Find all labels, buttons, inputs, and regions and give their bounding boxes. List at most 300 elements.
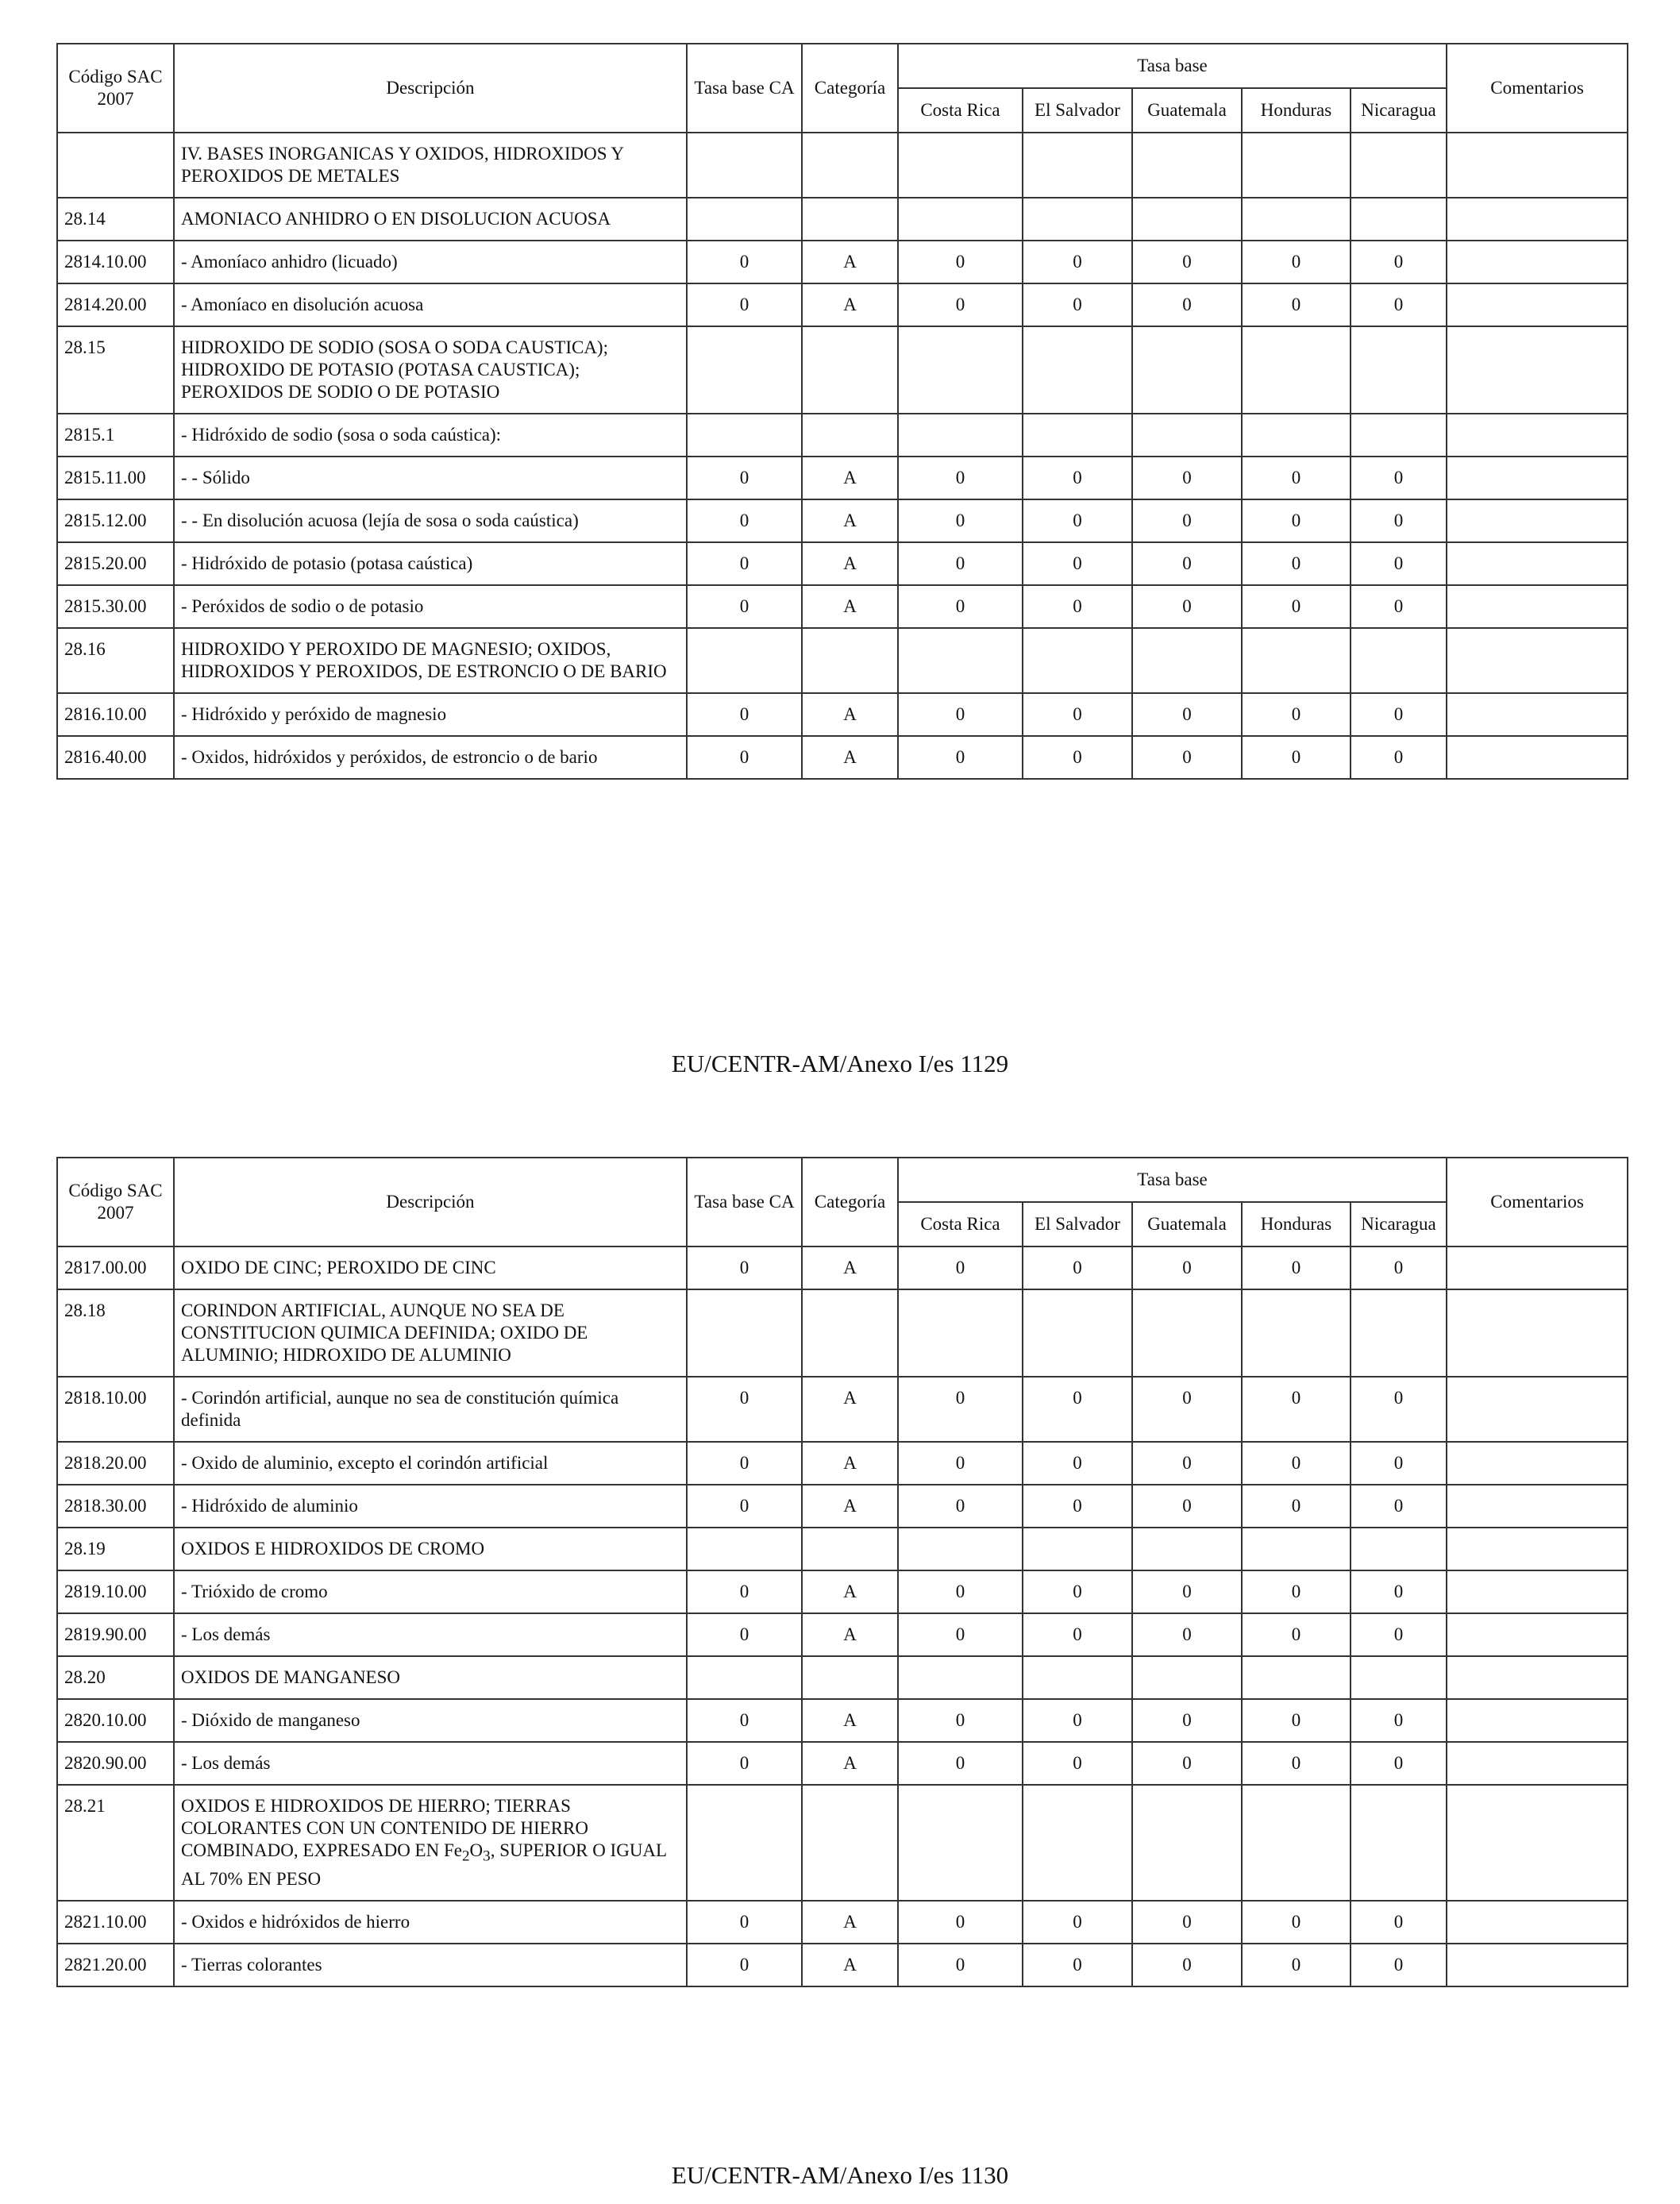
cell-code: 2821.10.00 [57,1901,174,1944]
cell-comentarios [1447,1699,1628,1742]
cell-honduras: 0 [1242,1742,1351,1785]
cell-honduras: 0 [1242,241,1351,283]
cell-nicaragua: 0 [1351,1699,1447,1742]
cell-costa-rica [898,326,1023,414]
cell-honduras: 0 [1242,585,1351,628]
cell-costa-rica: 0 [898,693,1023,736]
cell-honduras: 0 [1242,1485,1351,1528]
cell-code: 2816.10.00 [57,693,174,736]
header-country: Nicaragua [1351,1202,1447,1246]
cell-description: - Los demás [174,1742,687,1785]
cell-costa-rica: 0 [898,241,1023,283]
cell-honduras: 0 [1242,283,1351,326]
page-footer: EU/CENTR-AM/Anexo I/es 1130 [671,2161,1009,2189]
cell-el-salvador [1023,133,1132,198]
cell-code [57,133,174,198]
header-descripcion: Descripción [174,1158,687,1246]
cell-guatemala [1132,133,1242,198]
tariff-table [56,43,1628,780]
table-row [57,628,1628,693]
cell-guatemala [1132,1656,1242,1699]
table-row [57,283,1628,326]
header-country: El Salvador [1023,1202,1132,1246]
cell-tasa-ca [687,1656,802,1699]
cell-costa-rica [898,133,1023,198]
cell-honduras [1242,198,1351,241]
cell-categoria: A [802,1246,898,1289]
table-header [57,44,1628,133]
cell-guatemala: 0 [1132,693,1242,736]
cell-comentarios [1447,241,1628,283]
cell-categoria: A [802,1613,898,1656]
cell-honduras: 0 [1242,693,1351,736]
cell-code: 2814.20.00 [57,283,174,326]
cell-el-salvador: 0 [1023,693,1132,736]
cell-costa-rica: 0 [898,1742,1023,1785]
cell-guatemala: 0 [1132,499,1242,542]
cell-code: 28.14 [57,198,174,241]
header-country: Guatemala [1132,1202,1242,1246]
cell-code: 2818.10.00 [57,1377,174,1442]
cell-honduras [1242,628,1351,693]
cell-nicaragua: 0 [1351,1442,1447,1485]
cell-categoria: A [802,1377,898,1442]
cell-nicaragua [1351,1785,1447,1901]
header-country: Guatemala [1132,88,1242,133]
cell-tasa-ca: 0 [687,1570,802,1613]
cell-el-salvador [1023,198,1132,241]
cell-code: 2819.10.00 [57,1570,174,1613]
cell-nicaragua [1351,1528,1447,1570]
cell-description: - - En disolución acuosa (lejía de sosa o soda caústica) [174,499,687,542]
cell-tasa-ca [687,1289,802,1377]
tariff-table [56,1157,1628,1987]
cell-description: - Hidróxido de potasio (potasa caústica) [174,542,687,585]
table-row [57,241,1628,283]
header-country: El Salvador [1023,88,1132,133]
cell-description: - Hidróxido de aluminio [174,1485,687,1528]
header-comentarios: Comentarios [1447,44,1628,133]
cell-costa-rica: 0 [898,283,1023,326]
cell-categoria: A [802,283,898,326]
header-country: Honduras [1242,1202,1351,1246]
cell-comentarios [1447,585,1628,628]
cell-categoria: A [802,736,898,779]
cell-honduras: 0 [1242,1699,1351,1742]
cell-el-salvador [1023,1528,1132,1570]
table-row [57,1570,1628,1613]
cell-categoria: A [802,1570,898,1613]
cell-comentarios [1447,1785,1628,1901]
header-tasa-ca: Tasa base CA [687,1158,802,1246]
cell-el-salvador: 0 [1023,1742,1132,1785]
cell-categoria [802,628,898,693]
cell-guatemala: 0 [1132,1442,1242,1485]
table-row [57,1528,1628,1570]
cell-el-salvador: 0 [1023,1377,1132,1442]
cell-nicaragua [1351,414,1447,457]
cell-guatemala: 0 [1132,1742,1242,1785]
cell-nicaragua: 0 [1351,585,1447,628]
cell-code: 2814.10.00 [57,241,174,283]
cell-description: AMONIACO ANHIDRO O EN DISOLUCION ACUOSA [174,198,687,241]
page-footer: EU/CENTR-AM/Anexo I/es 1129 [671,1050,1009,1077]
cell-guatemala: 0 [1132,1944,1242,1986]
cell-nicaragua: 0 [1351,1901,1447,1944]
header-codigo: Código SAC 2007 [57,1158,174,1246]
cell-costa-rica: 0 [898,499,1023,542]
cell-el-salvador: 0 [1023,1613,1132,1656]
cell-categoria [802,1785,898,1901]
cell-guatemala: 0 [1132,1613,1242,1656]
table-header [57,1158,1628,1246]
cell-el-salvador: 0 [1023,241,1132,283]
cell-nicaragua: 0 [1351,542,1447,585]
cell-comentarios [1447,1289,1628,1377]
cell-honduras: 0 [1242,1377,1351,1442]
table-row [57,1485,1628,1528]
cell-description: - Amoníaco anhidro (licuado) [174,241,687,283]
cell-costa-rica [898,414,1023,457]
table-row [57,1699,1628,1742]
table-row [57,198,1628,241]
cell-comentarios [1447,1742,1628,1785]
table-row [57,1901,1628,1944]
cell-code: 2815.1 [57,414,174,457]
cell-code: 28.16 [57,628,174,693]
cell-guatemala [1132,1289,1242,1377]
cell-nicaragua [1351,198,1447,241]
cell-comentarios [1447,326,1628,414]
cell-tasa-ca: 0 [687,1485,802,1528]
cell-nicaragua: 0 [1351,1377,1447,1442]
cell-tasa-ca [687,326,802,414]
cell-guatemala: 0 [1132,1485,1242,1528]
cell-honduras [1242,414,1351,457]
cell-nicaragua: 0 [1351,1613,1447,1656]
cell-categoria: A [802,1742,898,1785]
cell-code: 2815.30.00 [57,585,174,628]
cell-categoria: A [802,1944,898,1986]
cell-comentarios [1447,1656,1628,1699]
cell-description: OXIDOS E HIDROXIDOS DE HIERRO; TIERRAS COLORANTES CON UN CONTENIDO DE HIERRO COMBINADO, EXPRESADO EN $Fe_2O_3$, SUPERIOR O IGUAL AL 70% EN PESO [174,1785,687,1901]
cell-comentarios [1447,1528,1628,1570]
cell-costa-rica: 0 [898,542,1023,585]
cell-tasa-ca [687,1785,802,1901]
table-row [57,133,1628,198]
cell-costa-rica: 0 [898,1377,1023,1442]
cell-guatemala: 0 [1132,283,1242,326]
cell-comentarios [1447,1377,1628,1442]
cell-guatemala [1132,1528,1242,1570]
cell-honduras [1242,326,1351,414]
cell-nicaragua: 0 [1351,693,1447,736]
cell-nicaragua: 0 [1351,736,1447,779]
cell-categoria: A [802,585,898,628]
cell-costa-rica: 0 [898,457,1023,499]
cell-code: 2815.20.00 [57,542,174,585]
cell-el-salvador: 0 [1023,1944,1132,1986]
cell-nicaragua [1351,133,1447,198]
table-row [57,326,1628,414]
cell-description: - Oxidos e hidróxidos de hierro [174,1901,687,1944]
cell-nicaragua [1351,628,1447,693]
header-descripcion: Descripción [174,44,687,133]
cell-categoria [802,1656,898,1699]
cell-tasa-ca: 0 [687,542,802,585]
cell-code: 28.21 [57,1785,174,1901]
cell-guatemala: 0 [1132,1570,1242,1613]
cell-el-salvador: 0 [1023,1901,1132,1944]
cell-honduras: 0 [1242,542,1351,585]
cell-code: 2816.40.00 [57,736,174,779]
cell-comentarios [1447,499,1628,542]
table-row [57,585,1628,628]
cell-honduras: 0 [1242,457,1351,499]
cell-costa-rica [898,628,1023,693]
cell-comentarios [1447,1442,1628,1485]
cell-categoria: A [802,1901,898,1944]
cell-costa-rica: 0 [898,736,1023,779]
cell-comentarios [1447,736,1628,779]
cell-guatemala: 0 [1132,457,1242,499]
cell-comentarios [1447,1944,1628,1986]
cell-guatemala: 0 [1132,241,1242,283]
cell-tasa-ca: 0 [687,1699,802,1742]
cell-categoria: A [802,499,898,542]
cell-el-salvador: 0 [1023,499,1132,542]
header-categoria: Categoría [802,1158,898,1246]
cell-categoria [802,326,898,414]
cell-description: - - Sólido [174,457,687,499]
cell-tasa-ca [687,133,802,198]
cell-comentarios [1447,283,1628,326]
cell-description: OXIDOS DE MANGANESO [174,1656,687,1699]
cell-description: - Los demás [174,1613,687,1656]
cell-el-salvador [1023,1785,1132,1901]
cell-tasa-ca: 0 [687,1742,802,1785]
cell-honduras: 0 [1242,1901,1351,1944]
cell-code: 2815.12.00 [57,499,174,542]
table-row [57,1656,1628,1699]
cell-categoria [802,198,898,241]
cell-code: 28.15 [57,326,174,414]
cell-el-salvador [1023,1656,1132,1699]
cell-costa-rica: 0 [898,585,1023,628]
cell-tasa-ca: 0 [687,1901,802,1944]
cell-categoria: A [802,542,898,585]
cell-tasa-ca: 0 [687,457,802,499]
cell-tasa-ca: 0 [687,585,802,628]
cell-honduras [1242,133,1351,198]
cell-tasa-ca: 0 [687,241,802,283]
cell-description: - Amoníaco en disolución acuosa [174,283,687,326]
cell-tasa-ca: 0 [687,1442,802,1485]
header-country: Honduras [1242,88,1351,133]
cell-comentarios [1447,457,1628,499]
cell-el-salvador [1023,414,1132,457]
cell-el-salvador: 0 [1023,457,1132,499]
cell-code: 2819.90.00 [57,1613,174,1656]
header-country: Nicaragua [1351,88,1447,133]
header-tasa-base: Tasa base [898,1158,1447,1202]
cell-honduras: 0 [1242,736,1351,779]
cell-description: - Oxidos, hidróxidos y peróxidos, de estroncio o de bario [174,736,687,779]
header-codigo: Código SAC 2007 [57,44,174,133]
cell-tasa-ca: 0 [687,736,802,779]
cell-honduras: 0 [1242,1613,1351,1656]
cell-guatemala: 0 [1132,542,1242,585]
cell-code: 2818.30.00 [57,1485,174,1528]
cell-code: 28.19 [57,1528,174,1570]
cell-guatemala: 0 [1132,1901,1242,1944]
header-categoria: Categoría [802,44,898,133]
cell-el-salvador [1023,628,1132,693]
cell-categoria: A [802,1442,898,1485]
cell-comentarios [1447,133,1628,198]
cell-guatemala [1132,628,1242,693]
cell-nicaragua [1351,1289,1447,1377]
cell-nicaragua: 0 [1351,283,1447,326]
cell-tasa-ca: 0 [687,693,802,736]
cell-honduras [1242,1528,1351,1570]
cell-el-salvador: 0 [1023,1485,1132,1528]
cell-comentarios [1447,1613,1628,1656]
cell-nicaragua [1351,1656,1447,1699]
cell-nicaragua: 0 [1351,241,1447,283]
cell-code: 2821.20.00 [57,1944,174,1986]
cell-honduras: 0 [1242,1570,1351,1613]
table-row [57,1944,1628,1986]
cell-categoria: A [802,1699,898,1742]
table-row [57,1377,1628,1442]
cell-comentarios [1447,414,1628,457]
cell-nicaragua: 0 [1351,1742,1447,1785]
table-body [57,1246,1628,1986]
cell-tasa-ca [687,414,802,457]
cell-el-salvador: 0 [1023,542,1132,585]
table-row [57,457,1628,499]
cell-honduras: 0 [1242,499,1351,542]
cell-honduras [1242,1656,1351,1699]
cell-honduras: 0 [1242,1246,1351,1289]
cell-costa-rica: 0 [898,1570,1023,1613]
table-row [57,1289,1628,1377]
cell-tasa-ca [687,1528,802,1570]
cell-el-salvador: 0 [1023,1442,1132,1485]
cell-categoria: A [802,693,898,736]
cell-el-salvador [1023,326,1132,414]
cell-description: OXIDOS E HIDROXIDOS DE CROMO [174,1528,687,1570]
cell-description: - Oxido de aluminio, excepto el corindón artificial [174,1442,687,1485]
cell-nicaragua: 0 [1351,457,1447,499]
cell-comentarios [1447,542,1628,585]
cell-code: 2820.10.00 [57,1699,174,1742]
cell-costa-rica [898,1785,1023,1901]
header-tasa-base: Tasa base [898,44,1447,88]
cell-honduras: 0 [1242,1442,1351,1485]
cell-code: 2818.20.00 [57,1442,174,1485]
cell-costa-rica: 0 [898,1246,1023,1289]
cell-guatemala: 0 [1132,736,1242,779]
table-row [57,693,1628,736]
cell-description: HIDROXIDO DE SODIO (SOSA O SODA CAUSTICA); HIDROXIDO DE POTASIO (POTASA CAUSTICA); PEROXIDOS DE SODIO O DE POTASIO [174,326,687,414]
cell-costa-rica: 0 [898,1901,1023,1944]
cell-costa-rica [898,1528,1023,1570]
cell-categoria [802,414,898,457]
cell-comentarios [1447,1901,1628,1944]
header-tasa-ca: Tasa base CA [687,44,802,133]
cell-description: - Corindón artificial, aunque no sea de constitución química definida [174,1377,687,1442]
cell-nicaragua [1351,326,1447,414]
header-country: Costa Rica [898,1202,1023,1246]
cell-guatemala: 0 [1132,585,1242,628]
cell-categoria: A [802,457,898,499]
cell-comentarios [1447,1570,1628,1613]
table-row [57,1785,1628,1901]
cell-categoria [802,1528,898,1570]
cell-el-salvador: 0 [1023,585,1132,628]
table-row [57,1442,1628,1485]
table-row [57,414,1628,457]
cell-guatemala: 0 [1132,1246,1242,1289]
cell-nicaragua: 0 [1351,1246,1447,1289]
cell-tasa-ca: 0 [687,283,802,326]
cell-description: - Dióxido de manganeso [174,1699,687,1742]
table-body [57,133,1628,779]
cell-costa-rica: 0 [898,1442,1023,1485]
cell-tasa-ca: 0 [687,1246,802,1289]
cell-tasa-ca [687,628,802,693]
cell-categoria [802,1289,898,1377]
table-row [57,1742,1628,1785]
cell-tasa-ca: 0 [687,499,802,542]
table-row [57,1246,1628,1289]
cell-el-salvador [1023,1289,1132,1377]
cell-tasa-ca: 0 [687,1613,802,1656]
cell-tasa-ca: 0 [687,1944,802,1986]
cell-honduras [1242,1289,1351,1377]
cell-comentarios [1447,693,1628,736]
header-comentarios: Comentarios [1447,1158,1628,1246]
cell-description: - Trióxido de cromo [174,1570,687,1613]
cell-el-salvador: 0 [1023,1570,1132,1613]
cell-description: IV. BASES INORGANICAS Y OXIDOS, HIDROXIDOS Y PEROXIDOS DE METALES [174,133,687,198]
cell-description: - Tierras colorantes [174,1944,687,1986]
table-row [57,1613,1628,1656]
cell-tasa-ca [687,198,802,241]
cell-description: HIDROXIDO Y PEROXIDO DE MAGNESIO; OXIDOS, HIDROXIDOS Y PEROXIDOS, DE ESTRONCIO O DE BARIO [174,628,687,693]
cell-guatemala: 0 [1132,1377,1242,1442]
cell-comentarios [1447,628,1628,693]
cell-guatemala [1132,326,1242,414]
cell-guatemala: 0 [1132,1699,1242,1742]
cell-costa-rica [898,198,1023,241]
cell-costa-rica: 0 [898,1944,1023,1986]
cell-nicaragua: 0 [1351,1944,1447,1986]
header-country: Costa Rica [898,88,1023,133]
cell-comentarios [1447,1246,1628,1289]
cell-nicaragua: 0 [1351,1570,1447,1613]
cell-categoria: A [802,1485,898,1528]
cell-el-salvador: 0 [1023,1699,1132,1742]
cell-code: 2815.11.00 [57,457,174,499]
cell-description: OXIDO DE CINC; PEROXIDO DE CINC [174,1246,687,1289]
cell-description: - Hidróxido de sodio (sosa o soda caústica): [174,414,687,457]
cell-comentarios [1447,198,1628,241]
cell-categoria: A [802,241,898,283]
cell-code: 2820.90.00 [57,1742,174,1785]
